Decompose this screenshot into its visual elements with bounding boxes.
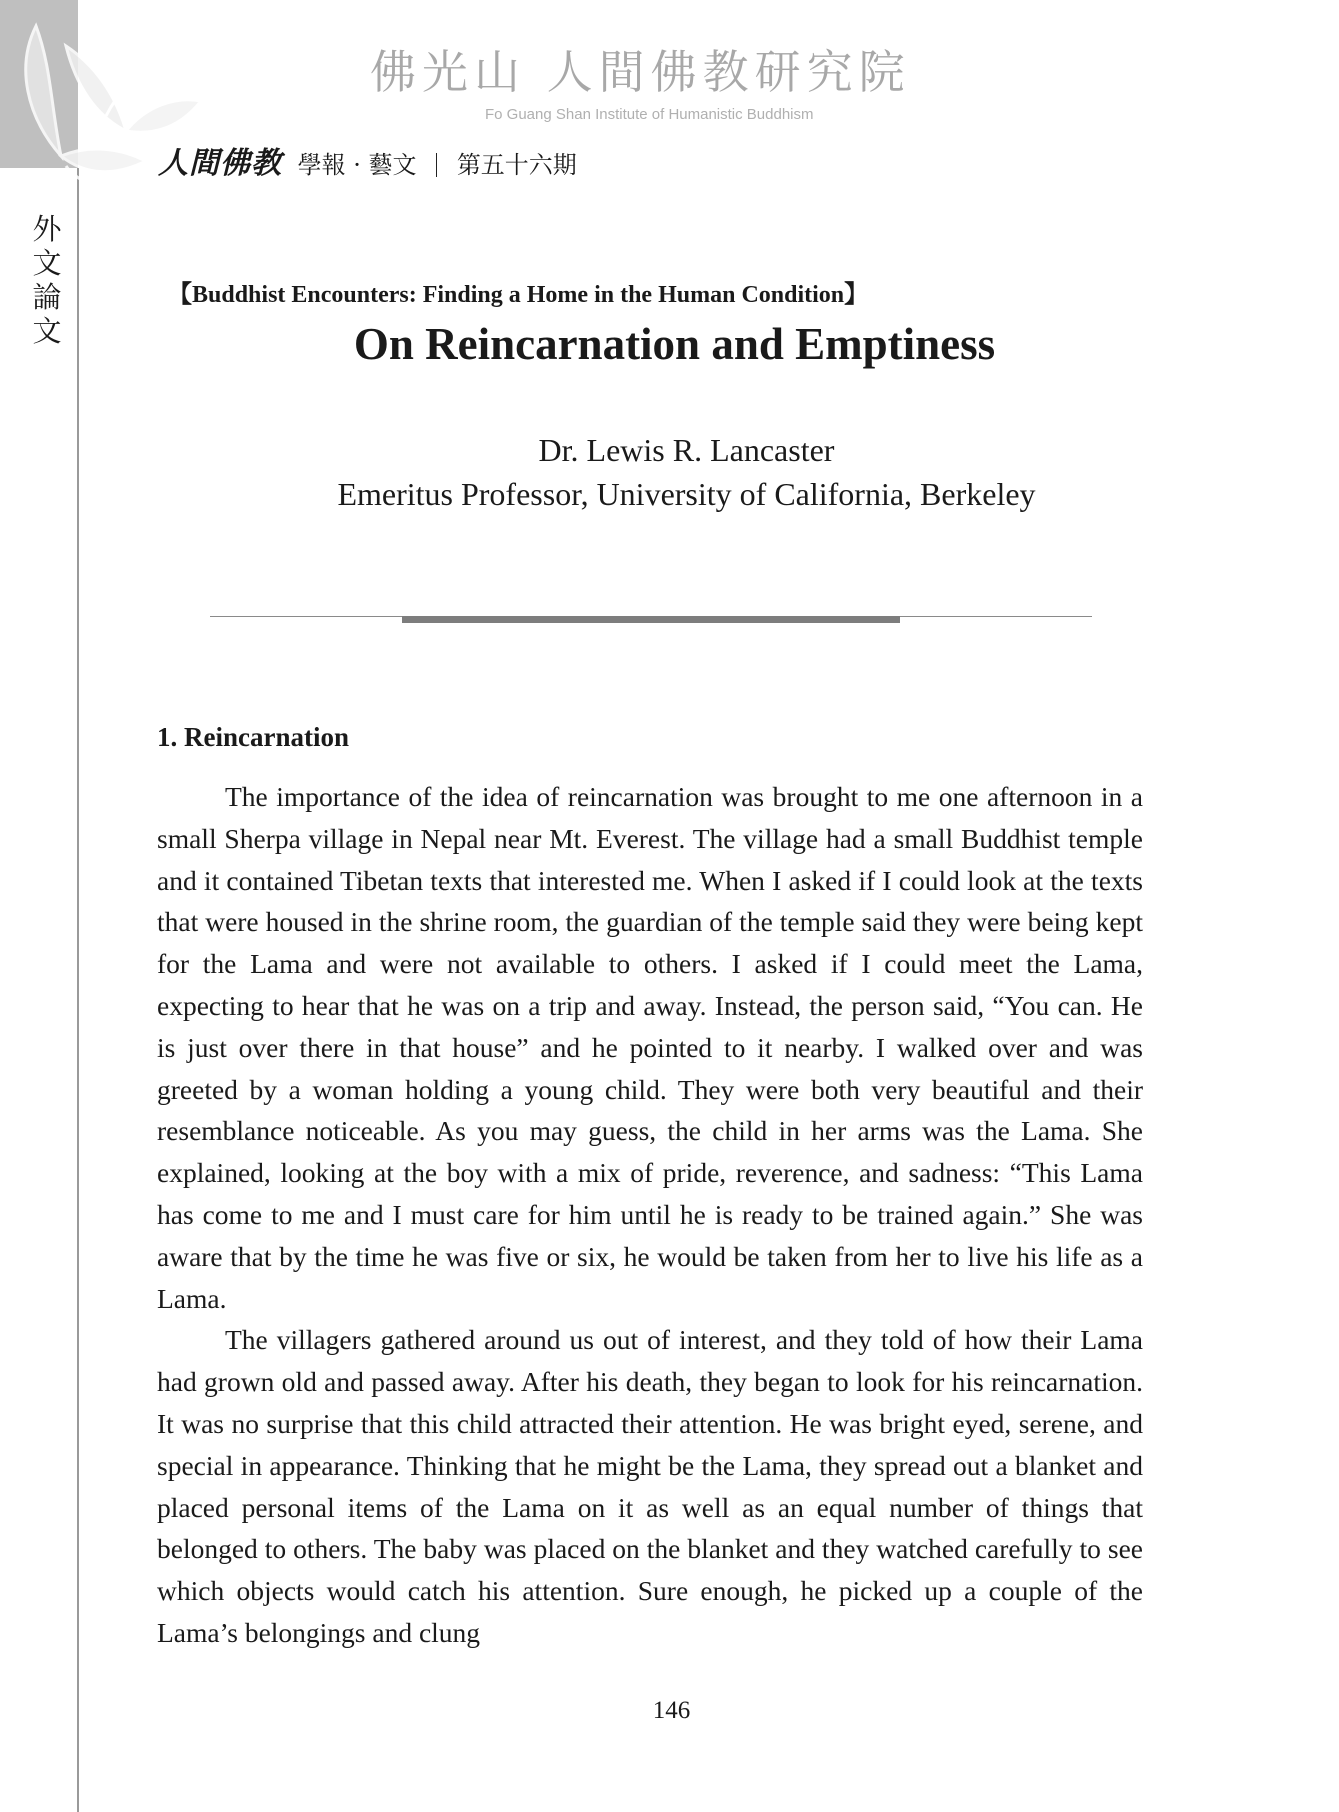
author-affiliation: Emeritus Professor, University of California, Berkeley (337, 476, 1036, 512)
journal-header (158, 138, 577, 182)
page-number: 146 (652, 1697, 691, 1724)
body-paragraph: The importance of the idea of reincarnation was brought to me one afternoon in a small Sherpa village in Nepal near Mt. Everest. The village had a small Buddhist temple and it contained Tibetan texts that interested me. When I asked if I could look at the texts that were housed in the shrine room, the guardian of the temple said they were being kept for the Lama and were not available to others. I asked if I could meet the Lama, expecting to hear that he was on a trip and away. Instead, the person said, “You can. He is just over there in that house” and he pointed to it nearby. I walked over and was greeted by a woman holding a young child. They were both very beautiful and their resemblance noticeable. As you may guess, the child in her arms was the Lama. She explained, looking at the boy with a mix of pride, reverence, and sadness: “This Lama has come to me and I must care for him until he is ready to be trained again.” She was aware that by the time he was five or six, he would be taken from her to live his life as a Lama. (157, 781, 1143, 1314)
article-body (157, 776, 1143, 1654)
journal-logo: 人間佛教 (158, 146, 282, 181)
article-title: On Reincarnation and Emptiness (353, 319, 996, 369)
margin-rule (77, 168, 79, 1812)
journal-issue: 第五十六期 (456, 151, 577, 179)
side-section-label: 外文論文 (32, 212, 62, 348)
series-title: 【Buddhist Encounters: Finding a Home in the Human Condition】 (168, 282, 869, 308)
author-name: Dr. Lewis R. Lancaster (538, 432, 835, 468)
header-divider (436, 153, 437, 177)
institute-name-english: Fo Guang Shan Institute of Humanistic Buddhism (485, 106, 814, 123)
institute-name-chinese: 佛光山 人間佛教研究院 (370, 45, 911, 99)
journal-name: 學報 · 藝文 (297, 151, 417, 179)
body-paragraph: The villagers gathered around us out of interest, and they told of how their Lama had grown old and passed away. After his death, they began to look for his reincarnation. It was no surprise that this child attracted their attention. He was bright eyed, serene, and special in appearance. Thinking that he might be the Lama, they spread out a blanket and placed personal items of the Lama on it as well as an equal number of things that belonged to others. The baby was placed on the blanket and they watched carefully to see which objects would catch his attention. Sure enough, he picked up a couple of the Lama’s belongings and clung (157, 1324, 1143, 1648)
section-heading: 1. Reincarnation (157, 722, 349, 752)
title-rule-accent (402, 616, 900, 623)
